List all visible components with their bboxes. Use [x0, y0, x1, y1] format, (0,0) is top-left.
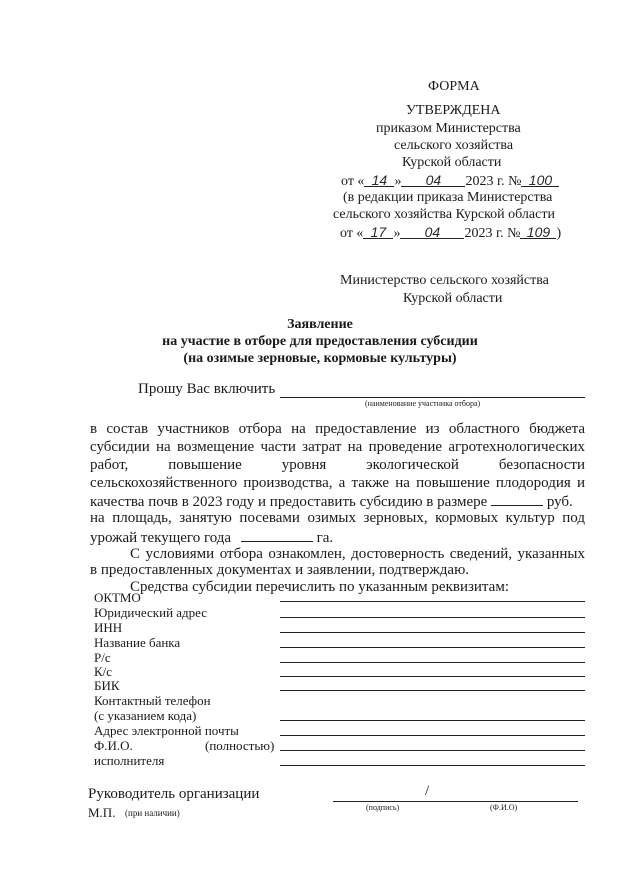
- edition-month-field: [400, 224, 464, 239]
- ks-label: К/с: [94, 664, 113, 679]
- bank-label: Название банка: [94, 635, 181, 650]
- phone-label-2: (с указанием кода): [94, 708, 197, 723]
- signature-line: [333, 801, 578, 802]
- email-line: [280, 735, 585, 736]
- fio-executor-label: исполнителя: [94, 753, 165, 768]
- conditions-line-1: С условиями отбора ознакомлен, достоверность сведений, указанных: [130, 546, 585, 562]
- signature-separator: /: [425, 783, 430, 799]
- order-date-line: [341, 172, 559, 190]
- edition-year-label: 2023 г. №: [464, 226, 521, 241]
- address-label: Юридический адрес: [94, 605, 208, 620]
- area-field: [241, 527, 313, 542]
- stamp-note: (при наличии): [125, 808, 180, 818]
- rs-line: [280, 662, 585, 663]
- edition-date-line: [340, 224, 561, 242]
- addressee-line-2: Курской области: [403, 291, 503, 306]
- conditions-line-2: в предоставленных документах и заявлении, подтверждаю.: [90, 562, 470, 578]
- subsidy-amount-label: качества почв в 2023 году и предоставить субсидию в размере: [90, 494, 488, 510]
- participant-name-line: [280, 397, 585, 398]
- order-from-label: от «: [341, 174, 365, 189]
- order-line-3: Курской области: [402, 155, 502, 170]
- edition-number-field: [520, 224, 556, 239]
- bik-label: БИК: [94, 678, 120, 693]
- body-line-4: сельскохозяйственного производства, а также на повышение плодородия и: [90, 475, 585, 491]
- stamp-label: М.П.: [88, 805, 116, 820]
- fio-executor-line: [280, 765, 585, 766]
- order-day: 14: [371, 172, 388, 188]
- signature-hint: (подпись): [366, 803, 400, 812]
- body-line-1: в состав участников отбора на предоставление из областного бюджета: [90, 421, 585, 437]
- phone-label-1: Контактный телефон: [94, 693, 211, 708]
- body-line-3: работ, повышение уровня экологической безопасности: [90, 457, 585, 473]
- edition-quote-close: »: [393, 226, 401, 241]
- name-hint: (Ф.И.О): [490, 803, 518, 812]
- order-number-field: [521, 172, 559, 187]
- order-day-field: [364, 172, 394, 187]
- subsidy-amount-field: [491, 491, 543, 506]
- body-line-2: субсидии на возмещение части затрат на проведение агротехнологических: [90, 439, 585, 455]
- addressee-line-1: Министерство сельского хозяйства: [340, 273, 549, 288]
- participant-name-hint: (наименование участника отбора): [365, 399, 481, 408]
- email-label: Адрес электронной почты: [94, 723, 239, 738]
- request-intro: Прошу Вас включить: [138, 381, 276, 397]
- area-unit: га.: [316, 530, 334, 546]
- inn-line: [280, 632, 585, 633]
- body-line-5: [90, 491, 573, 511]
- area-label: урожай текущего года: [90, 530, 232, 546]
- doc-subtitle-2: (на озимые зерновые, кормовые культуры): [183, 351, 457, 366]
- order-month: 04: [425, 172, 442, 188]
- body-line-7: [90, 527, 333, 547]
- bik-line: [280, 690, 585, 691]
- edition-line-2: сельского хозяйства Курской области: [333, 207, 555, 222]
- form-label: ФОРМА: [428, 79, 480, 94]
- order-line-2: сельского хозяйства: [394, 138, 514, 153]
- order-quote-close: »: [394, 174, 402, 189]
- fio-full-label: (полностью): [205, 738, 275, 753]
- edition-close: ): [556, 226, 562, 241]
- edition-month: 04: [424, 224, 441, 240]
- bank-line: [280, 647, 585, 648]
- doc-title: Заявление: [287, 317, 353, 332]
- address-line: [280, 617, 585, 618]
- edition-day-field: [363, 224, 393, 239]
- oktmo-line: [280, 601, 585, 602]
- doc-subtitle-1: на участие в отборе для предоставления субсидии: [162, 334, 478, 349]
- head-label: Руководитель организации: [88, 786, 260, 802]
- fio-label: Ф.И.О.: [94, 738, 133, 753]
- oktmo-label: ОКТМО: [94, 590, 141, 605]
- order-year-label: 2023 г. №: [465, 174, 522, 189]
- edition-day: 17: [370, 224, 387, 240]
- edition-number: 109: [526, 224, 551, 240]
- rs-label: Р/с: [94, 650, 111, 665]
- order-line-1: приказом Министерства: [376, 121, 521, 136]
- body-line-6: на площадь, занятую посевами озимых зерновых, кормовых культур под: [90, 510, 585, 526]
- ks-line: [280, 676, 585, 677]
- currency-label: руб.: [546, 494, 573, 510]
- inn-label: ИНН: [94, 620, 123, 635]
- phone-line: [280, 720, 585, 721]
- fio-line: [280, 750, 585, 751]
- approved-label: УТВЕРЖДЕНА: [406, 103, 501, 118]
- order-number: 100: [528, 172, 553, 188]
- order-month-field: [401, 172, 465, 187]
- edition-line-1: (в редакции приказа Министерства: [343, 190, 553, 205]
- edition-from-label: от «: [340, 226, 364, 241]
- transfer-line: Средства субсидии перечислить по указанным реквизитам:: [130, 579, 509, 595]
